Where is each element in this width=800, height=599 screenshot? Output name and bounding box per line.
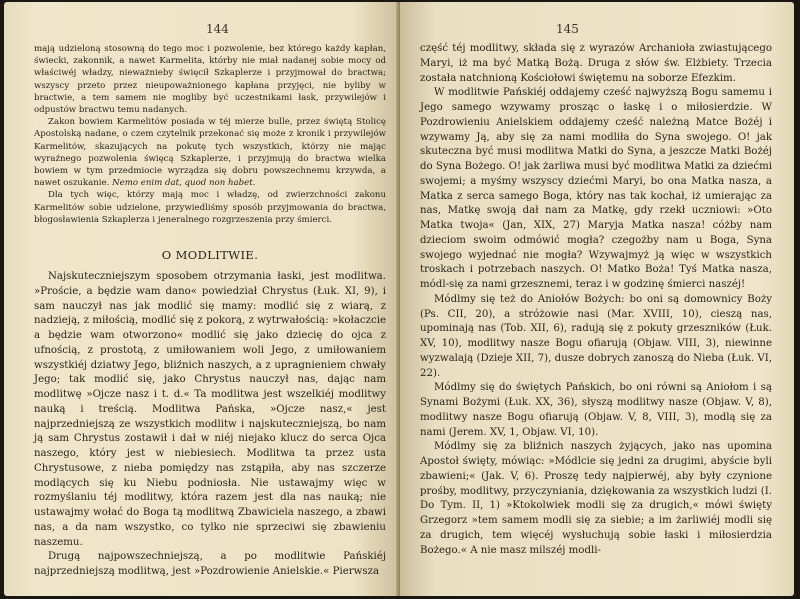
section-heading: O MODLITWIE. <box>161 248 259 262</box>
left-page <box>4 2 400 596</box>
chapter-section <box>34 234 386 580</box>
paragraph: Najskuteczniejszym sposobem otrzymania łaski, jest modlitwa. »Proście, a będzie wam dano« powiedział Chrystus (Łuk. XI, 9), i sam nauczył nas jak modlić się mamy: modlić się z wiarą, z nadzieją, z miłością, modlić się z pokorą, z wytrwałością: »kołaczcie a będzie wam otworzono« modlić się jako dziecię do ojca z ufnością, z prostotą, z umiłowaniem woli Jego, z umiłowaniem wszystkiéj dziatwy Jego, bliźnich naszych, a z upragnieniem chwały Jego; tak modlić się, jako Chrystus nauczył nas, dając nam modlitwę »Ojcze nasz i t. d.« Ta modlitwa jest wszelkiéj modlitwy nauką i treścią. Modlitwa Pańska, »Ojcze nasz,« jest najprzedniejszą ze wszystkich modlitw i najskuteczniejszą, bo nam ją sam Chrystus zostawił i dał w niéj niejako klucz do serca Ojca naszego, który jest w niebiesiech. Modlitwa ta przez usta Chrystusowe, z nieba pomiędzy nas zstąpiła, aby nas szczerze modlących się ku Niebu podniosła. Nie ustawajmy więc w rozmyślaniu téj modlitwy, która razem jest dla nas nauką; nie ustawajmy wołać do Boga tą modlitwą Zbawiciela naszego, a zbawi nas, a da nam wszystko, co tylko nie sprzeciwi się zbawieniu naszemu. <box>34 271 386 548</box>
latin-quote: Nemo enim dat, quod non habet. <box>112 178 256 189</box>
paragraph: Módlmy się do świętych Pańskich, bo oni równi są Aniołom i są Synami Bożymi (Łuk. XX, 36), słyszą modlitwy nasze (Objaw. V, 8), modlitwy nasze Bogu ofiarują (Objaw. V, 8, VIII, 3), modlą się za nami (Jerem. XV, 1, Objaw. VI, 10). <box>420 382 772 438</box>
small-print-block <box>34 43 386 226</box>
paragraph: Zakon bowiem Karmelitów posiada w téj mierze bulle, przez świętą Stolicę Apostolską nadane, o czem czytelnik przekonać się może z kronik i przywilejów Karmelitów, skazujących na pokutę tych wszystkich, którzy nie mając wyraźnego pozwolenia święcą Szkaplerze, i przyjmują do bractwa wielka bowiem w tym przedmiocie wyrządza się dobru powszechnemu krzywda, a nawet oszukanie. Nemo enim dat, quod non habet. <box>34 117 386 189</box>
paragraph: Módlmy się za bliźnich naszych żyjących, jako nas upomina Apostoł święty, mówiąc: »Módlcie się jedni za drugimi, abyście byli zbawieni;« (Jak. V, 6). Proszę tedy najpierwéj, aby były czynione prośby, modlitwy, przyczyniania, dziękowania za wszystkich ludzi (I. Do Tym. II, 1) »Ktokolwiek modli się za drugich,« mówi święty Grzegorz »tem samem modli się za siebie; a im żarliwiéj modli się za drugich, tem więcéj wysłuchują sobie łaski i miłosierdzia Bożego.« A nie masz milszéj modli- <box>420 441 772 556</box>
paragraph: część téj modlitwy, składa się z wyrazów Archanioła zwiastującego Maryi, iż ma być Matką Bożą. Druga z słów św. Elżbiety. Trzecia została natchnioną Kościołowi świętemu na soborze Efezkim. <box>420 43 772 84</box>
paragraph: W modlitwie Pańskiéj oddajemy cześć najwyższą Bogu samemu i Jego samego wzywamy prosząc o łaskę i o miłosierdzie. W Pozdrowieniu Anielskiem oddajemy cześć należną Matce Bożéj i wzywamy Ją, aby się za nami modliła do Syna swojego. O! jak skuteczna być musi modlitwa Matki do Syna, a jeszcze Matki Bożéj do Syna Bożego. O! jak żarliwa musi być modlitwa Matki za dziećmi swojemi; a myśmy wszyscy dziećmi Maryi, bo ona Matka nasza, a Matka z serca samego Boga, który nas tak kochał, iż umierając za nas, Matkę swoją dał nam za Matkę, gdy rzekł uczniowi: »Oto Matka twoja« (Jan, XIX, 27) Maryja Matka nasza! cóżby nam dzieciom swoim odmówić mogła? czegożby nam u Boga, Syna swojego wyjednać nie mogła? Wzywajmyż ją więc w wszystkich troskach i potrzebach naszych. O! Matko Boża! Tyś Matka nasza, módl-się za nami grzesznemi, teraz i w godzinę śmierci naszéj! <box>420 87 772 290</box>
paragraph: Dla tych więc, którzy mają moc i władzę, od zwierzchności zakonu Karmelitów sobie udzielone, przywiedliśmy sposób przyjmowania do bractwa, błogosławienia Szkaplerza i jeneralnego rozgrzeszenia przy śmierci. <box>34 190 386 225</box>
paragraph: Drugą najpowszechniejszą, a po modlitwie Pańskiéj najprzedniejszą modlitwą, jest »Pozdrowienie Anielskie.« Pierwsza <box>34 551 386 577</box>
text-block <box>420 42 772 558</box>
page-number: 144 <box>206 22 229 36</box>
paragraph: mają udzieloną stosowną do tego moc i pozwolenie, bez którego każdy kapłan, świecki, zakonnik, a nawet Karmelita, którby nie miał nadanej sobie mocy od właściwéj władzy, nieważnieby święcił Szkaplerze i przyjmował do bractwa; wszyscy przeto przez nieupoważnionego kapłana przyjęci, nie byliby w bractwie, a tem samem nie mogliby być uczestnikami łask, przywilejów i odpustów bractwu temu nadanych. <box>34 44 386 116</box>
paragraph: Módlmy się też do Aniołów Bożych: bo oni są domownicy Boży (Ps. CII, 20), a stróżowie nasi (Mar. XVIII, 10), cieszą nas, upominają nas (Tob. XII, 6), radują się z pokuty grzeszników (Łuk. XV, 10), modlitwy nasze Bogu ofiarują (Objaw. VIII, 3), niewinne wyzwalają (Dzieje XII, 7), dusze dobrych zanoszą do Nieba (Łuk. VI, 22). <box>420 293 772 379</box>
page-number: 145 <box>556 22 579 36</box>
right-page <box>400 2 794 596</box>
